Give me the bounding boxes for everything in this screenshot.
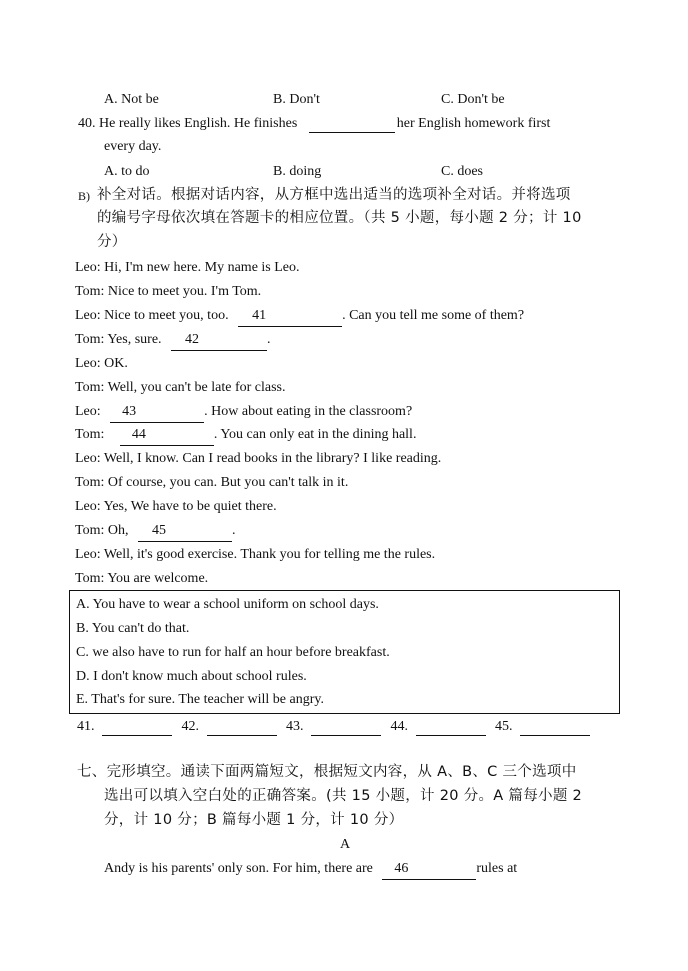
blank-41: 41 (238, 306, 342, 327)
section7-line1: 七、完形填空。通读下面两篇短文，根据短文内容，从 A、B、C 三个选项中 (77, 764, 577, 780)
q40-answer-blank (309, 116, 395, 133)
dialogue-line-5: Leo: OK. (75, 356, 128, 371)
answer-label-45: 45. (495, 719, 513, 734)
option-a: A. You have to wear a school uniform on school days. (76, 597, 379, 612)
section-b-label: B) (78, 189, 90, 203)
answer-blank-41 (102, 719, 172, 736)
dialogue-line-6: Tom: Well, you can't be late for class. (75, 380, 286, 395)
dialogue-line-11: Leo: Yes, We have to be quiet there. (75, 499, 277, 514)
q39-option-c: C. Don't be (441, 92, 505, 107)
dialogue-line-12-before: Tom: Oh, (75, 523, 129, 538)
blank-46: 46 (382, 859, 476, 880)
passage-line-1-before: Andy is his parents' only son. For him, there are (104, 861, 373, 876)
section-b-line3: 分） (97, 234, 127, 250)
q40-option-b: B. doing (273, 164, 322, 179)
answer-line (77, 717, 590, 737)
passage-line-1 (104, 859, 517, 880)
answer-label-44: 44. (390, 719, 408, 734)
section-b-line2: 的编号字母依次填在答题卡的相应位置。（共 5 小题，每小题 2 分；计 10 (97, 210, 582, 226)
section7-line2: 选出可以填入空白处的正确答案。(共 15 小题，计 20 分。A 篇每小题 2 (104, 788, 583, 804)
option-c: C. we also have to run for half an hour before breakfast. (76, 645, 390, 660)
q40-stem (78, 114, 550, 134)
blank-43: 43 (110, 402, 204, 423)
dialogue-line-7 (75, 402, 412, 423)
option-e: E. That's for sure. The teacher will be angry. (76, 692, 324, 707)
dialogue-line-12 (75, 521, 235, 542)
dialogue-line-4-before: Tom: Yes, sure. (75, 332, 162, 347)
dialogue-line-7-before: Leo: (75, 404, 101, 419)
q39-option-a: A. Not be (104, 92, 159, 107)
dialogue-line-3-after: . Can you tell me some of them? (342, 308, 525, 323)
options-box (69, 590, 620, 714)
dialogue-line-9: Leo: Well, I know. Can I read books in the library? I like reading. (75, 451, 442, 466)
q40-stem-cont: every day. (104, 139, 162, 154)
passage-line-1-after: rules at (476, 861, 518, 876)
passage-title: A (340, 837, 351, 852)
answer-label-42: 42. (181, 719, 199, 734)
answer-blank-43 (311, 719, 381, 736)
dialogue-line-8 (75, 425, 416, 446)
dialogue-line-3-before: Leo: Nice to meet you, too. (75, 308, 229, 323)
dialogue-line-4 (75, 330, 271, 351)
option-d: D. I don't know much about school rules. (76, 669, 307, 684)
answer-blank-45 (520, 719, 590, 736)
option-b: B. You can't do that. (76, 621, 190, 636)
dialogue-line-8-after: . You can only eat in the dining hall. (213, 427, 417, 442)
answer-label-41: 41. (77, 719, 95, 734)
q40-stem-after: her English homework first (396, 116, 551, 131)
q40-option-a: A. to do (104, 164, 150, 179)
dialogue-line-7-after: . How about eating in the classroom? (204, 404, 413, 419)
blank-45: 45 (138, 521, 232, 542)
q40-option-c: C. does (441, 164, 483, 179)
blank-44: 44 (120, 425, 214, 446)
dialogue-line-14: Tom: You are welcome. (75, 571, 209, 586)
dialogue-line-3 (75, 306, 524, 327)
q39-option-b: B. Don't (273, 92, 320, 107)
answer-label-43: 43. (286, 719, 304, 734)
blank-42: 42 (171, 330, 267, 351)
dialogue-line-10: Tom: Of course, you can. But you can't talk in it. (75, 475, 349, 490)
dialogue-line-12-after: . (231, 523, 236, 538)
dialogue-line-2: Tom: Nice to meet you. I'm Tom. (75, 284, 262, 299)
q40-stem-before: 40. He really likes English. He finishes (78, 116, 298, 131)
dialogue-line-8-before: Tom: (75, 427, 105, 442)
section-b-line1: 补全对话。根据对话内容，从方框中选出适当的选项补全对话。并将选项 (97, 187, 571, 203)
section7-line3: 分，计 10 分；B 篇每小题 1 分，计 10 分） (104, 812, 404, 828)
answer-blank-42 (207, 719, 277, 736)
dialogue-line-4-after: . (267, 332, 271, 347)
dialogue-line-1: Leo: Hi, I'm new here. My name is Leo. (75, 260, 300, 275)
answer-blank-44 (416, 719, 486, 736)
dialogue-line-13: Leo: Well, it's good exercise. Thank you for telling me the rules. (75, 547, 436, 562)
